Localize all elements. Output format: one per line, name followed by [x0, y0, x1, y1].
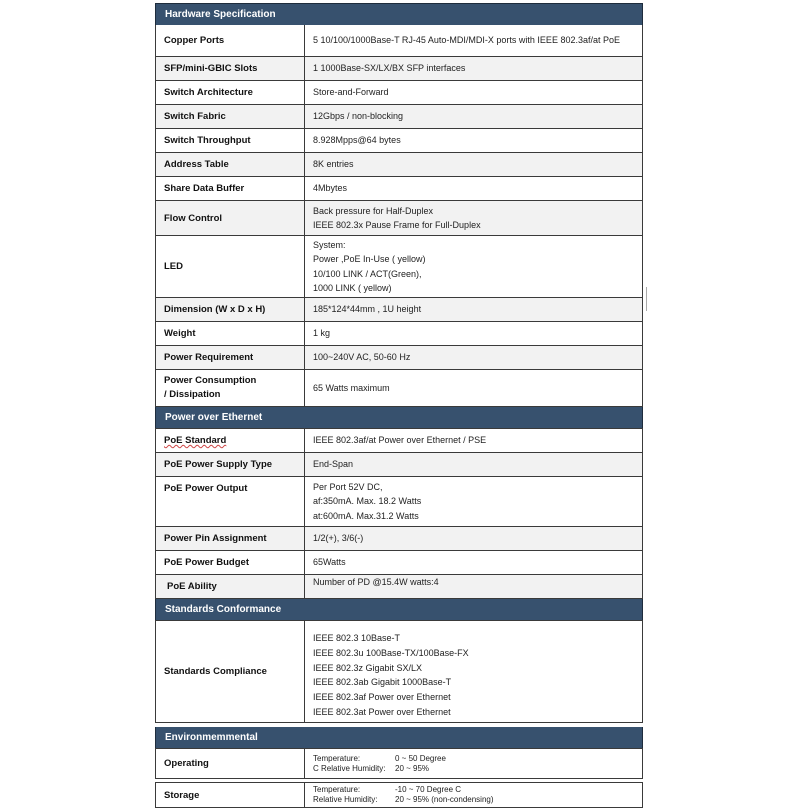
table-row — [155, 129, 643, 153]
table-row — [155, 575, 643, 599]
section-poe: Power over Ethernet — [155, 407, 643, 428]
row-label: PoE Ability — [156, 575, 305, 598]
table-row — [155, 428, 643, 453]
row-label: LED — [156, 236, 305, 297]
row-label: Weight — [156, 322, 305, 345]
value-line: IEEE 802.3u 100Base-TX/100Base-FX — [313, 647, 469, 658]
value-line: 1000 LINK ( yellow) — [313, 282, 392, 293]
table-row — [155, 322, 643, 346]
table-row — [155, 25, 643, 57]
value-line: Back pressure for Half-Duplex — [313, 205, 434, 216]
value-line: IEEE 802.3ab Gigabit 1000Base-T — [313, 677, 452, 688]
label-line: / Dissipation — [164, 389, 221, 400]
table-row — [155, 477, 643, 527]
table-row — [155, 105, 643, 129]
table-row — [155, 81, 643, 105]
row-label: Power Requirement — [156, 346, 305, 369]
value-line: IEEE 802.3 10Base-T — [313, 632, 401, 643]
row-value: 65 Watts maximum — [305, 370, 642, 406]
row-label: PoE Power Supply Type — [156, 453, 305, 476]
section-standards: Standards Conformance — [155, 599, 643, 620]
row-value: End-Span — [305, 453, 642, 476]
table-row — [155, 57, 643, 81]
table-row — [155, 453, 643, 477]
table-row — [155, 153, 643, 177]
row-value: 4Mbytes — [305, 177, 642, 200]
table-row — [155, 201, 643, 236]
row-label: Switch Fabric — [156, 105, 305, 128]
row-value: 65Watts — [305, 551, 642, 574]
section-hardware: Hardware Specification — [155, 3, 643, 25]
humidity-key: C Relative Humidity: — [313, 763, 386, 773]
row-value: 8.928Mpps@64 bytes — [305, 129, 642, 152]
row-label: Operating — [156, 749, 305, 778]
table-row — [155, 177, 643, 201]
row-value: 8K entries — [305, 153, 642, 176]
value-line: af:350mA. Max. 18.2 Watts — [313, 496, 422, 507]
row-value — [305, 621, 642, 722]
value-line: System: — [313, 239, 346, 250]
row-value: 100~240V AC, 50-60 Hz — [305, 346, 642, 369]
table-row — [155, 236, 643, 298]
row-value — [305, 749, 642, 778]
row-label: SFP/mini-GBIC Slots — [156, 57, 305, 80]
humidity-value: 20 ~ 95% — [395, 763, 430, 773]
table-row — [155, 298, 643, 322]
value-line: IEEE 802.3at Power over Ethernet — [313, 707, 451, 718]
row-label: Power Pin Assignment — [156, 527, 305, 550]
value-line: IEEE 802.3x Pause Frame for Full-Duplex — [313, 220, 481, 230]
value-line: IEEE 802.3z Gigabit SX/LX — [313, 662, 423, 673]
row-label: Flow Control — [156, 201, 305, 235]
row-label — [156, 370, 305, 406]
humidity-value: 20 ~ 95% (non-condensing) — [395, 795, 494, 804]
row-label: Storage — [156, 783, 305, 807]
temperature-value: -10 ~ 70 Degree C — [395, 785, 462, 794]
value-line: Power ,PoE In-Use ( yellow) — [313, 254, 426, 265]
row-label: PoE Standard — [156, 429, 305, 452]
row-label: Address Table — [156, 153, 305, 176]
row-value: IEEE 802.3af/at Power over Ethernet / PSE — [305, 429, 642, 452]
temperature-key: Temperature: — [313, 785, 361, 794]
value-line: Per Port 52V DC, — [313, 481, 383, 492]
value-line: 10/100 LINK / ACT(Green), — [313, 268, 422, 279]
table-row — [155, 551, 643, 575]
row-label: PoE Power Budget — [156, 551, 305, 574]
row-label: Share Data Buffer — [156, 177, 305, 200]
temperature-value: 0 ~ 50 Degree — [395, 753, 446, 763]
row-label: Switch Throughput — [156, 129, 305, 152]
margin-mark — [646, 287, 649, 311]
temperature-key: Temperature: — [313, 753, 361, 763]
value-line: at:600mA. Max.31.2 Watts — [313, 510, 419, 521]
row-value: 185*124*44mm , 1U height — [305, 298, 642, 321]
row-value: 1/2(+), 3/6(-) — [305, 527, 642, 550]
table-row — [155, 782, 643, 808]
section-environment: Environmemmental — [155, 727, 643, 748]
table-row — [155, 527, 643, 551]
row-label: Dimension (W x D x H) — [156, 298, 305, 321]
row-label: Copper Ports — [156, 25, 305, 56]
row-label: Standards Compliance — [156, 621, 305, 722]
row-value — [305, 477, 642, 526]
value-line: IEEE 802.3af Power over Ethernet — [313, 692, 451, 703]
row-value: Store-and-Forward — [305, 81, 642, 104]
row-value: 1 1000Base-SX/LX/BX SFP interfaces — [305, 57, 642, 80]
row-value: 1 kg — [305, 322, 642, 345]
humidity-key: Relative Humidity: — [313, 795, 378, 804]
table-row — [155, 748, 643, 779]
row-value — [305, 783, 642, 807]
table-row — [155, 370, 643, 407]
row-value: 12Gbps / non-blocking — [305, 105, 642, 128]
row-label: PoE Power Output — [156, 477, 305, 526]
row-label: Switch Architecture — [156, 81, 305, 104]
row-value: Number of PD @15.4W watts:4 — [305, 575, 642, 598]
table-row — [155, 346, 643, 370]
row-value — [305, 236, 642, 297]
table-row — [155, 620, 643, 723]
spec-table — [155, 3, 643, 808]
label-line: Power Consumption — [164, 374, 257, 386]
row-value — [305, 201, 642, 235]
row-value: 5 10/100/1000Base-T RJ-45 Auto-MDI/MDI-X ports with IEEE 802.3af/at PoE — [305, 25, 642, 56]
